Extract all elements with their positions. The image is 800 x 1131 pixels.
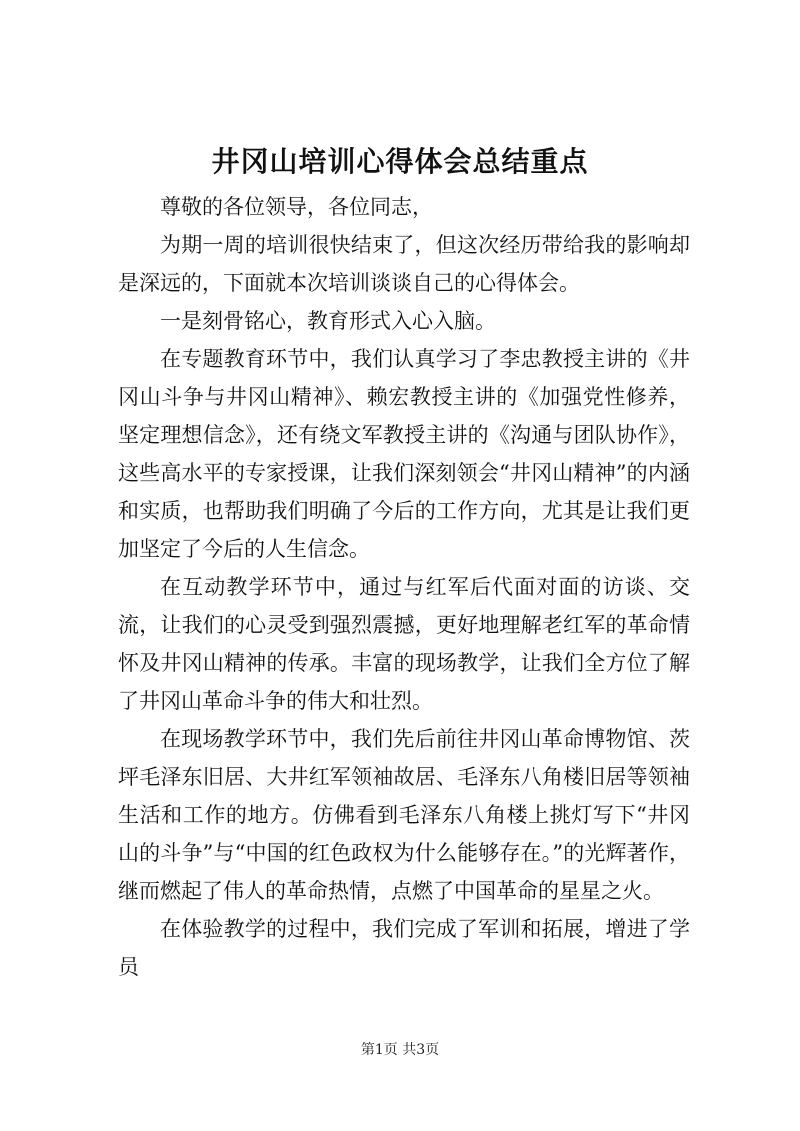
paragraph-topic-education: 在专题教育环节中，我们认真学习了李忠教授主讲的《井冈山斗争与井冈山精神》、赖宏教授主讲的《加强党性修养，坚定理想信念》，还有绕文军教授主讲的《沟通与团队协作》，这些高水平的专家授课，让我们深刻领会“井冈山精神”的内涵和实质，也帮助我们明确了今后的工作方向，尤其是让我们更加坚定了今后的人生信念。 (118, 347, 690, 561)
page-footer: 第1页 共3页 (360, 1042, 440, 1058)
paragraph-intro: 为期一周的培训很快结束了，但这次经历带给我的影响却是深远的，下面就本次培训谈谈自己的心得体会。 (118, 233, 690, 295)
paragraph-section-heading: 一是刻骨铭心，教育形式入心入脑。 (160, 309, 496, 333)
paragraph-experience-teaching: 在体验教学的过程中，我们完成了军训和拓展，增进了学员 (118, 917, 690, 979)
paragraph-site-teaching: 在现场教学环节中，我们先后前往井冈山革命博物馆、茨坪毛泽东旧居、大井红军领袖故居、毛泽东八角楼旧居等领袖生活和工作的地方。仿佛看到毛泽东八角楼上挑灯写下“井冈山的斗争”与“中国的红色政权为什么能够存在。”的光辉著作，继而燃起了伟人的革命热情，点燃了中国革命的星星之火。 (118, 727, 690, 903)
paragraph-greeting: 尊敬的各位领导，各位同志， (160, 195, 433, 219)
document-title: 井冈山培训心得体会总结重点 (211, 145, 589, 178)
document-body (118, 188, 690, 986)
paragraph-interactive-teaching: 在互动教学环节中，通过与红军后代面对面的访谈、交流，让我们的心灵受到强烈震撼，更好地理解老红军的革命情怀及井冈山精神的传承。丰富的现场教学，让我们全方位了解了井冈山革命斗争的伟大和壮烈。 (118, 575, 690, 713)
